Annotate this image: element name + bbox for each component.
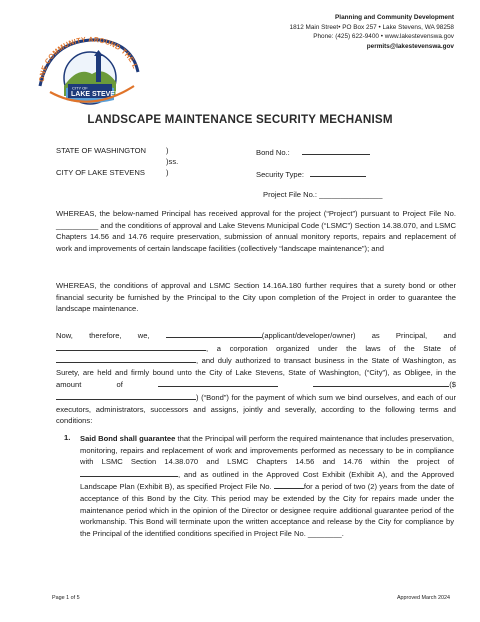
now-therefore-text-c: , a corporation organized under the laws of the State (206, 343, 442, 353)
surety-state-field[interactable] (56, 354, 196, 363)
now-therefore-text-e: , and duly authorized to transact business in the State of Washington, as Surety, are held and firmly bound unto the City of Lake Stevens, State of Washington, (“City”), as Obligee, in the amount of (56, 356, 456, 390)
list-item-text-a: that the Principal will perform the required maintenance that includes preservation, monitoring, repairs and replacement of work and improvements performed as necessary to be in compliance with LSMC Section 14.38.070 and LSMC Chapters 14.56 and 14.76 within the project of (80, 434, 454, 467)
document-title: LANDSCAPE MAINTENANCE SECURITY MECHANISM (87, 113, 393, 126)
list-item-text-c: for a period of two (2) years from the date of acceptance of this Bond by the City. This period may be extended by the City for repairs made under the maintenance period which in the opinion of the Director or designee require additional guarantee period of the workmanship. This Bond will terminate upon the written acceptance and release by the City for compliance by the Principal of the identified conditions specified in Project File No. ________. (80, 482, 454, 538)
security-type-label: Security Type: (256, 169, 304, 179)
whereas-paragraph-1: WHEREAS, the below-named Principal has received approval for the project (“Project”) pursuant to Project File No. __________ and the conditions of approval and Lake Stevens Municipal Code (“LSMC”) Section 14.38.070, and LSMC Chapters 14.56 and 14.76 require preservation, submission of annual monitory reports, repairs and replacement of work and improvements of certain landscape facilities (collectively “landscape maintenance”); and (56, 209, 456, 253)
principal-name-field[interactable] (166, 329, 262, 338)
now-therefore-text-a: Now, therefore, we, (56, 331, 150, 340)
surety-name-field[interactable] (56, 342, 206, 351)
now-therefore-text-f: ($ (449, 380, 456, 390)
whereas-paragraph-2: WHEREAS, the conditions of approval and LSMC Section 14.16A.180 further requires that a surety bond or other financial security be furnished by the Principal to the City upon completion of the Project in order to guarantee the landscape maintenance. (56, 281, 456, 314)
caption-paren-1: ) (166, 146, 169, 155)
bond-amount-words-field[interactable] (158, 378, 278, 387)
project-file-no-field[interactable] (274, 480, 304, 489)
list-item-number: 1. (64, 433, 71, 442)
logo-arc-text: ONE COMMUNITY AROUND THE L (38, 36, 139, 83)
project-file-row (263, 190, 383, 201)
bond-no-field[interactable] (302, 146, 370, 155)
security-type-field[interactable] (310, 168, 366, 177)
list-item-text-b: , and as outlined in the Approved Cost Exhibit (Exhibit A), and the Approved Landscape Plan (Exhibit B), as specified Project File No. (80, 469, 454, 492)
bond-no-label: Bond No.: (256, 148, 290, 157)
page-number: Page 1 of 5 (52, 595, 80, 601)
state-label: STATE OF WASHINGTON (56, 146, 147, 155)
now-therefore-paragraph (56, 329, 456, 427)
caption-paren-3: ) (166, 167, 169, 177)
project-file-label: Project File No.: (263, 190, 318, 199)
header-address: 1812 Main Street• PO Box 257 • Lake Stevens, WA 98258 (289, 23, 454, 31)
now-therefore-text-d: of (449, 343, 456, 353)
caption-paren-ss: )ss. (166, 156, 179, 166)
logo-city-name: LAKE STEVENS (71, 91, 125, 98)
department-name: Planning and Community Development (335, 14, 454, 21)
header-phone-web: Phone: (425) 622-9400 • www.lakestevenswa.gov (313, 33, 454, 41)
project-name-field[interactable] (80, 468, 178, 477)
now-therefore-text-g: ) (“Bond”) for the payment of which sum we bind ourselves, and each of our executors, administrators, successors and assigns, jointly and severally, according to the following terms and conditions: (56, 392, 456, 426)
header-email: permits@lakestevenswa.gov (366, 42, 454, 50)
bond-no-row (256, 146, 370, 159)
list-item-lead: Said Bond shall guarantee (80, 434, 176, 443)
security-type-row (256, 168, 366, 181)
bond-amount-number-field[interactable] (56, 391, 196, 400)
city-logo (30, 26, 148, 106)
list-item-body (80, 433, 454, 539)
project-file-field[interactable]: _______________ (319, 190, 383, 199)
header-contact-block (290, 13, 454, 51)
bond-amount-words-field-2[interactable] (313, 378, 449, 387)
city-logo-graphic (30, 26, 148, 106)
approved-date: Approved March 2024 (396, 595, 450, 601)
now-therefore-text-b: (applicant/developer/owner) as Principal, and (261, 331, 456, 340)
city-label: CITY OF LAKE STEVENS (56, 167, 145, 177)
logo-city-small: CITY OF (72, 85, 88, 91)
